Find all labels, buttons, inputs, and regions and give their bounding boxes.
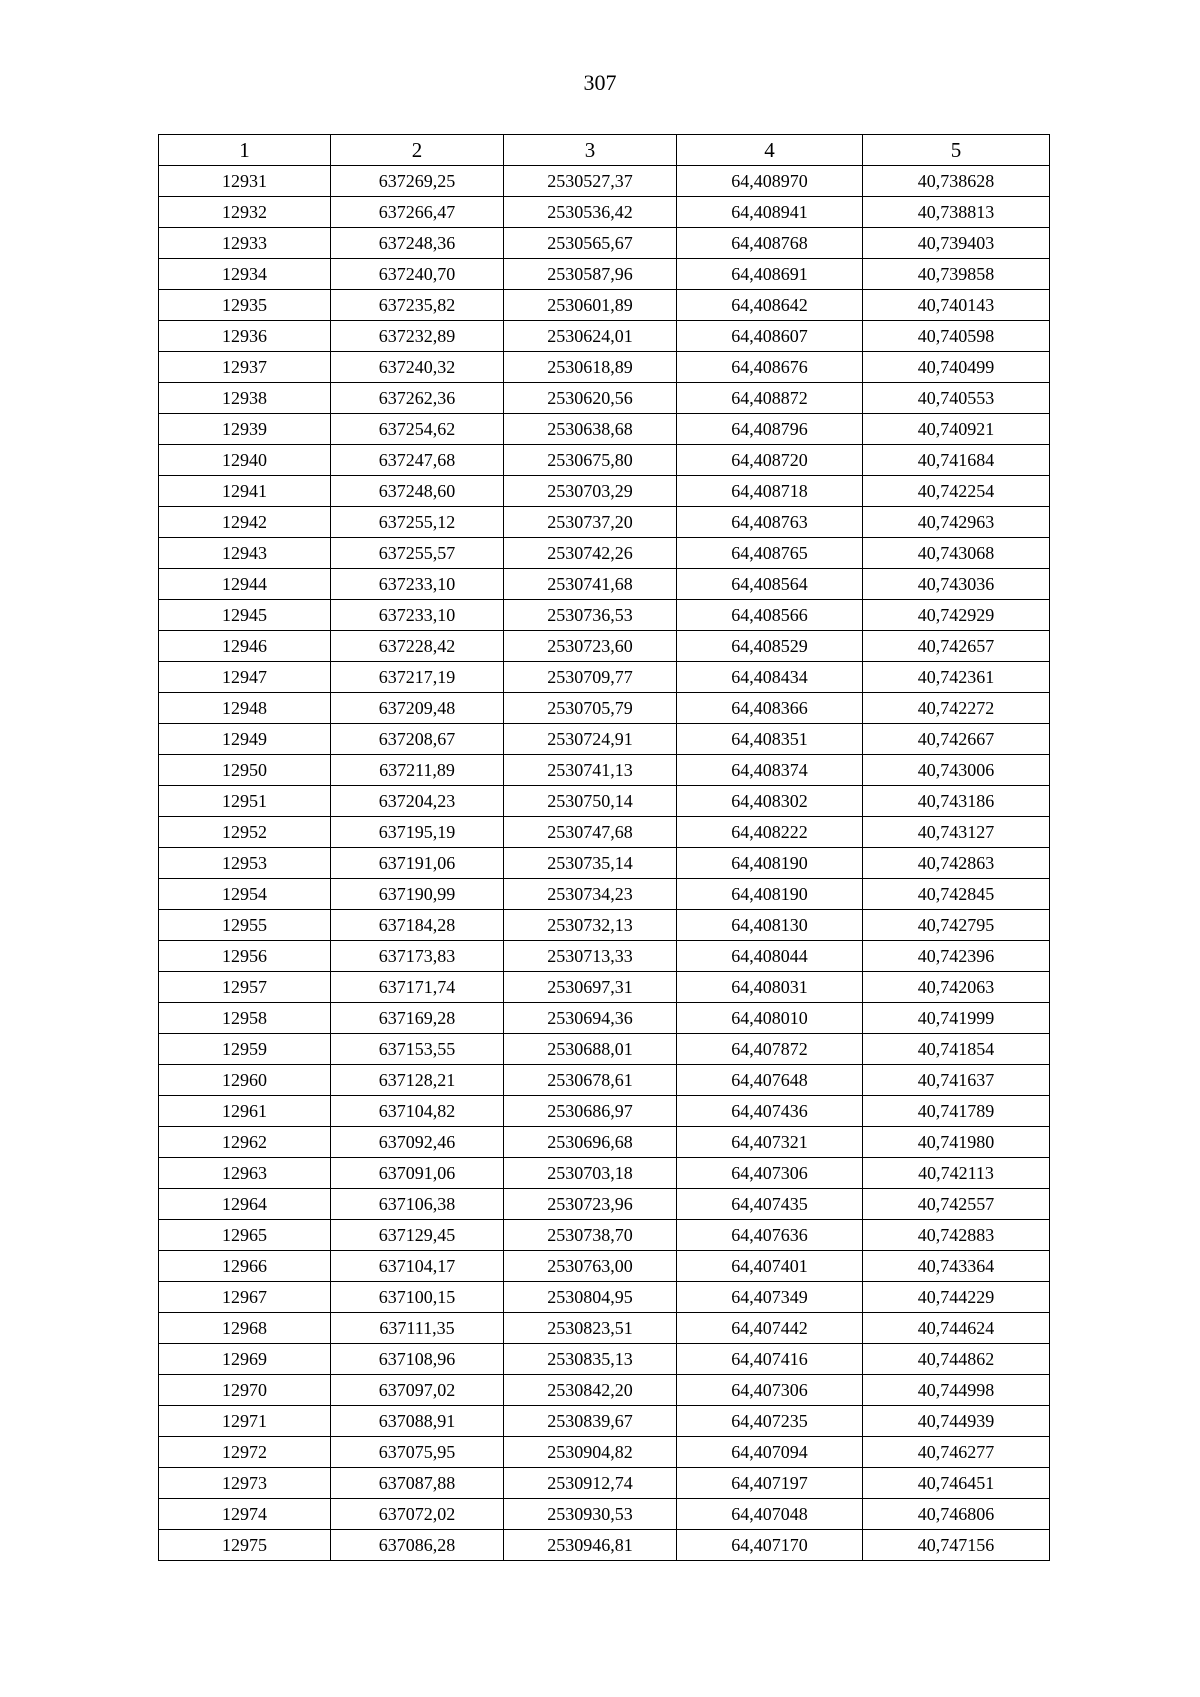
column-header-5: 5 [863,135,1050,166]
table-row [159,321,1050,352]
table-row [159,1344,1050,1375]
table-cell-col-2: 637072,02 [331,1499,504,1530]
table-cell-col-5: 40,739858 [863,259,1050,290]
table-cell-col-2: 637266,47 [331,197,504,228]
table-cell-col-4: 64,408720 [677,445,863,476]
table-cell-col-5: 40,742557 [863,1189,1050,1220]
table-cell-col-3: 2530620,56 [504,383,677,414]
table-cell-col-1: 12964 [159,1189,331,1220]
table-cell-col-2: 637184,28 [331,910,504,941]
table-cell-col-1: 12962 [159,1127,331,1158]
table-row [159,1499,1050,1530]
table-cell-col-1: 12948 [159,693,331,724]
table-cell-col-1: 12971 [159,1406,331,1437]
table-row [159,1530,1050,1561]
table-cell-col-3: 2530842,20 [504,1375,677,1406]
table-cell-col-3: 2530724,91 [504,724,677,755]
table-cell-col-1: 12937 [159,352,331,383]
table-cell-col-2: 637091,06 [331,1158,504,1189]
table-cell-col-4: 64,407094 [677,1437,863,1468]
table-body [159,166,1050,1561]
table-row [159,786,1050,817]
table-cell-col-4: 64,407235 [677,1406,863,1437]
table-cell-col-2: 637254,62 [331,414,504,445]
table-cell-col-1: 12960 [159,1065,331,1096]
table-row [159,755,1050,786]
table-cell-col-1: 12942 [159,507,331,538]
table-cell-col-3: 2530696,68 [504,1127,677,1158]
table-row [159,1189,1050,1220]
table-cell-col-5: 40,741684 [863,445,1050,476]
table-cell-col-3: 2530735,14 [504,848,677,879]
table-cell-col-4: 64,407349 [677,1282,863,1313]
table-row [159,1251,1050,1282]
table-cell-col-1: 12959 [159,1034,331,1065]
table-cell-col-1: 12963 [159,1158,331,1189]
table-cell-col-1: 12934 [159,259,331,290]
table-cell-col-5: 40,743186 [863,786,1050,817]
table-cell-col-4: 64,407306 [677,1158,863,1189]
table-cell-col-3: 2530703,18 [504,1158,677,1189]
table-cell-col-5: 40,744862 [863,1344,1050,1375]
table-cell-col-4: 64,408765 [677,538,863,569]
table-cell-col-2: 637255,12 [331,507,504,538]
table-cell-col-3: 2530738,70 [504,1220,677,1251]
table-cell-col-5: 40,743006 [863,755,1050,786]
table-cell-col-4: 64,407435 [677,1189,863,1220]
table-cell-col-3: 2530750,14 [504,786,677,817]
table-cell-col-5: 40,742795 [863,910,1050,941]
table-cell-col-5: 40,740143 [863,290,1050,321]
table-cell-col-4: 64,408566 [677,600,863,631]
table-row [159,1406,1050,1437]
table-cell-col-2: 637128,21 [331,1065,504,1096]
table-row [159,1375,1050,1406]
table-cell-col-5: 40,742063 [863,972,1050,1003]
table-cell-col-4: 64,407048 [677,1499,863,1530]
table-cell-col-5: 40,741637 [863,1065,1050,1096]
table-cell-col-5: 40,741854 [863,1034,1050,1065]
column-header-1: 1 [159,135,331,166]
table-cell-col-1: 12956 [159,941,331,972]
table-cell-col-1: 12932 [159,197,331,228]
table-cell-col-5: 40,744939 [863,1406,1050,1437]
table-cell-col-3: 2530618,89 [504,352,677,383]
table-cell-col-3: 2530527,37 [504,166,677,197]
table-cell-col-2: 637247,68 [331,445,504,476]
table-cell-col-1: 12939 [159,414,331,445]
table-cell-col-3: 2530747,68 [504,817,677,848]
table-row [159,848,1050,879]
table-cell-col-3: 2530624,01 [504,321,677,352]
table-cell-col-4: 64,408564 [677,569,863,600]
table-cell-col-1: 12961 [159,1096,331,1127]
table-cell-col-1: 12970 [159,1375,331,1406]
table-cell-col-2: 637248,36 [331,228,504,259]
table-cell-col-1: 12949 [159,724,331,755]
table-cell-col-4: 64,408190 [677,848,863,879]
table-cell-col-3: 2530734,23 [504,879,677,910]
column-header-4: 4 [677,135,863,166]
table-row [159,352,1050,383]
table-cell-col-4: 64,408607 [677,321,863,352]
table-cell-col-1: 12941 [159,476,331,507]
table-cell-col-5: 40,742113 [863,1158,1050,1189]
table-cell-col-2: 637086,28 [331,1530,504,1561]
table-cell-col-2: 637217,19 [331,662,504,693]
table-cell-col-5: 40,743036 [863,569,1050,600]
table-cell-col-3: 2530912,74 [504,1468,677,1499]
table-cell-col-2: 637075,95 [331,1437,504,1468]
table-cell-col-3: 2530930,53 [504,1499,677,1530]
table-cell-col-1: 12947 [159,662,331,693]
table-cell-col-2: 637108,96 [331,1344,504,1375]
table-row [159,1282,1050,1313]
table-cell-col-2: 637209,48 [331,693,504,724]
table-cell-col-1: 12954 [159,879,331,910]
table-cell-col-2: 637111,35 [331,1313,504,1344]
table-cell-col-1: 12975 [159,1530,331,1561]
table-cell-col-1: 12950 [159,755,331,786]
table-cell-col-5: 40,742963 [863,507,1050,538]
table-cell-col-5: 40,741999 [863,1003,1050,1034]
table-cell-col-4: 64,408642 [677,290,863,321]
table-cell-col-3: 2530742,26 [504,538,677,569]
table-row [159,476,1050,507]
table-cell-col-1: 12931 [159,166,331,197]
table-cell-col-1: 12972 [159,1437,331,1468]
table-cell-col-1: 12968 [159,1313,331,1344]
table-cell-col-3: 2530737,20 [504,507,677,538]
table-cell-col-3: 2530703,29 [504,476,677,507]
table-cell-col-5: 40,742929 [863,600,1050,631]
table-cell-col-4: 64,407306 [677,1375,863,1406]
table-cell-col-5: 40,741789 [863,1096,1050,1127]
table-cell-col-5: 40,743068 [863,538,1050,569]
table-cell-col-3: 2530587,96 [504,259,677,290]
table-cell-col-1: 12974 [159,1499,331,1530]
table-cell-col-2: 637100,15 [331,1282,504,1313]
table-cell-col-2: 637092,46 [331,1127,504,1158]
table-cell-col-1: 12958 [159,1003,331,1034]
table-cell-col-2: 637211,89 [331,755,504,786]
table-cell-col-5: 40,742254 [863,476,1050,507]
table-cell-col-2: 637208,67 [331,724,504,755]
table-cell-col-1: 12940 [159,445,331,476]
table-cell-col-2: 637153,55 [331,1034,504,1065]
table-cell-col-5: 40,741980 [863,1127,1050,1158]
table-cell-col-5: 40,740553 [863,383,1050,414]
table-cell-col-3: 2530723,96 [504,1189,677,1220]
table-cell-col-2: 637269,25 [331,166,504,197]
table-row [159,879,1050,910]
table-cell-col-1: 12969 [159,1344,331,1375]
table-cell-col-2: 637087,88 [331,1468,504,1499]
table-cell-col-4: 64,408366 [677,693,863,724]
table-cell-col-5: 40,746806 [863,1499,1050,1530]
table-cell-col-2: 637106,38 [331,1189,504,1220]
table-cell-col-2: 637232,89 [331,321,504,352]
table-cell-col-5: 40,739403 [863,228,1050,259]
table-cell-col-1: 12945 [159,600,331,631]
table-header [159,135,1050,166]
table-cell-col-2: 637235,82 [331,290,504,321]
table-cell-col-5: 40,744229 [863,1282,1050,1313]
table-row [159,538,1050,569]
table-cell-col-3: 2530839,67 [504,1406,677,1437]
table-row [159,693,1050,724]
table-cell-col-3: 2530638,68 [504,414,677,445]
table-row [159,662,1050,693]
table-cell-col-2: 637191,06 [331,848,504,879]
table-cell-col-2: 637255,57 [331,538,504,569]
table-row [159,972,1050,1003]
table-cell-col-2: 637248,60 [331,476,504,507]
table-cell-col-3: 2530675,80 [504,445,677,476]
table-cell-col-3: 2530678,61 [504,1065,677,1096]
table-row [159,290,1050,321]
table-cell-col-5: 40,746451 [863,1468,1050,1499]
table-cell-col-2: 637104,82 [331,1096,504,1127]
table-cell-col-1: 12973 [159,1468,331,1499]
table-cell-col-4: 64,408130 [677,910,863,941]
table-cell-col-4: 64,408529 [677,631,863,662]
table-row [159,414,1050,445]
table-cell-col-5: 40,742845 [863,879,1050,910]
table-cell-col-4: 64,408351 [677,724,863,755]
table-cell-col-3: 2530732,13 [504,910,677,941]
table-row [159,166,1050,197]
table-cell-col-3: 2530804,95 [504,1282,677,1313]
table-cell-col-3: 2530688,01 [504,1034,677,1065]
table-cell-col-5: 40,744624 [863,1313,1050,1344]
column-header-3: 3 [504,135,677,166]
table-row [159,1313,1050,1344]
table-row [159,1468,1050,1499]
table-cell-col-3: 2530536,42 [504,197,677,228]
table-row [159,631,1050,662]
table-cell-col-4: 64,407321 [677,1127,863,1158]
table-cell-col-4: 64,408434 [677,662,863,693]
table-cell-col-1: 12951 [159,786,331,817]
table-cell-col-4: 64,408691 [677,259,863,290]
table-cell-col-1: 12967 [159,1282,331,1313]
table-cell-col-4: 64,408010 [677,1003,863,1034]
table-row [159,1127,1050,1158]
table-cell-col-4: 64,407401 [677,1251,863,1282]
table-cell-col-3: 2530705,79 [504,693,677,724]
table-cell-col-4: 64,408044 [677,941,863,972]
table-cell-col-4: 64,407648 [677,1065,863,1096]
table-cell-col-4: 64,408031 [677,972,863,1003]
table-row [159,1437,1050,1468]
table-cell-col-5: 40,738628 [863,166,1050,197]
table-cell-col-5: 40,740598 [863,321,1050,352]
table-cell-col-4: 64,407436 [677,1096,863,1127]
table-cell-col-2: 637173,83 [331,941,504,972]
table-cell-col-3: 2530713,33 [504,941,677,972]
table-row [159,600,1050,631]
table-cell-col-3: 2530741,13 [504,755,677,786]
table-cell-col-5: 40,742883 [863,1220,1050,1251]
table-cell-col-1: 12952 [159,817,331,848]
table-cell-col-5: 40,746277 [863,1437,1050,1468]
table-cell-col-2: 637097,02 [331,1375,504,1406]
table-cell-col-5: 40,743364 [863,1251,1050,1282]
table-cell-col-5: 40,742667 [863,724,1050,755]
table-cell-col-4: 64,407170 [677,1530,863,1561]
table-cell-col-2: 637129,45 [331,1220,504,1251]
table-cell-col-3: 2530709,77 [504,662,677,693]
table-row [159,569,1050,600]
table-cell-col-2: 637233,10 [331,600,504,631]
coordinates-table [158,134,1050,1561]
table-cell-col-4: 64,408970 [677,166,863,197]
table-cell-col-4: 64,408763 [677,507,863,538]
table-cell-col-4: 64,407197 [677,1468,863,1499]
table-cell-col-5: 40,740921 [863,414,1050,445]
table-cell-col-4: 64,408768 [677,228,863,259]
table-cell-col-2: 637195,19 [331,817,504,848]
table-cell-col-1: 12953 [159,848,331,879]
table-cell-col-3: 2530835,13 [504,1344,677,1375]
table-cell-col-3: 2530736,53 [504,600,677,631]
table-cell-col-2: 637228,42 [331,631,504,662]
table-cell-col-5: 40,747156 [863,1530,1050,1561]
table-cell-col-5: 40,743127 [863,817,1050,848]
table-row [159,1003,1050,1034]
table-cell-col-3: 2530741,68 [504,569,677,600]
table-row [159,910,1050,941]
table-row [159,445,1050,476]
table-cell-col-1: 12955 [159,910,331,941]
table-cell-col-4: 64,407636 [677,1220,863,1251]
table-cell-col-3: 2530763,00 [504,1251,677,1282]
table-row [159,1096,1050,1127]
table-cell-col-4: 64,408302 [677,786,863,817]
table-row [159,1034,1050,1065]
table-cell-col-3: 2530686,97 [504,1096,677,1127]
table-cell-col-5: 40,738813 [863,197,1050,228]
table-row [159,724,1050,755]
column-header-2: 2 [331,135,504,166]
table-cell-col-5: 40,742361 [863,662,1050,693]
table-cell-col-1: 12966 [159,1251,331,1282]
table-cell-col-5: 40,742396 [863,941,1050,972]
table-cell-col-1: 12943 [159,538,331,569]
table-cell-col-3: 2530946,81 [504,1530,677,1561]
table-cell-col-2: 637204,23 [331,786,504,817]
table-cell-col-4: 64,408941 [677,197,863,228]
table-cell-col-5: 40,740499 [863,352,1050,383]
table-cell-col-1: 12935 [159,290,331,321]
table-row [159,228,1050,259]
table-cell-col-5: 40,742657 [863,631,1050,662]
table-cell-col-4: 64,408190 [677,879,863,910]
table-cell-col-2: 637233,10 [331,569,504,600]
table-cell-col-5: 40,742863 [863,848,1050,879]
table-cell-col-2: 637104,17 [331,1251,504,1282]
table-cell-col-4: 64,407872 [677,1034,863,1065]
table-cell-col-1: 12957 [159,972,331,1003]
table-cell-col-1: 12938 [159,383,331,414]
table-cell-col-1: 12965 [159,1220,331,1251]
table-row [159,383,1050,414]
table-cell-col-5: 40,744998 [863,1375,1050,1406]
table-row [159,1158,1050,1189]
table-cell-col-3: 2530697,31 [504,972,677,1003]
table-cell-col-3: 2530723,60 [504,631,677,662]
table-cell-col-3: 2530565,67 [504,228,677,259]
table-cell-col-4: 64,407416 [677,1344,863,1375]
table-cell-col-4: 64,408872 [677,383,863,414]
table-cell-col-4: 64,408718 [677,476,863,507]
table-cell-col-4: 64,407442 [677,1313,863,1344]
header-row [159,135,1050,166]
table-cell-col-1: 12936 [159,321,331,352]
table-cell-col-3: 2530601,89 [504,290,677,321]
table-cell-col-1: 12933 [159,228,331,259]
table-row [159,507,1050,538]
table-row [159,817,1050,848]
page-number: 307 [583,70,617,95]
table-cell-col-3: 2530694,36 [504,1003,677,1034]
table-row [159,259,1050,290]
table-cell-col-2: 637240,70 [331,259,504,290]
table-cell-col-3: 2530823,51 [504,1313,677,1344]
table-row [159,941,1050,972]
table-cell-col-5: 40,742272 [863,693,1050,724]
table-row [159,1220,1050,1251]
table-cell-col-1: 12946 [159,631,331,662]
table-cell-col-3: 2530904,82 [504,1437,677,1468]
table-cell-col-4: 64,408374 [677,755,863,786]
table-cell-col-2: 637240,32 [331,352,504,383]
table-cell-col-2: 637190,99 [331,879,504,910]
table-cell-col-2: 637171,74 [331,972,504,1003]
table-cell-col-2: 637169,28 [331,1003,504,1034]
table-cell-col-1: 12944 [159,569,331,600]
table-cell-col-4: 64,408796 [677,414,863,445]
table-cell-col-4: 64,408676 [677,352,863,383]
table-row [159,1065,1050,1096]
table-cell-col-2: 637088,91 [331,1406,504,1437]
table-row [159,197,1050,228]
table-cell-col-4: 64,408222 [677,817,863,848]
table-cell-col-2: 637262,36 [331,383,504,414]
